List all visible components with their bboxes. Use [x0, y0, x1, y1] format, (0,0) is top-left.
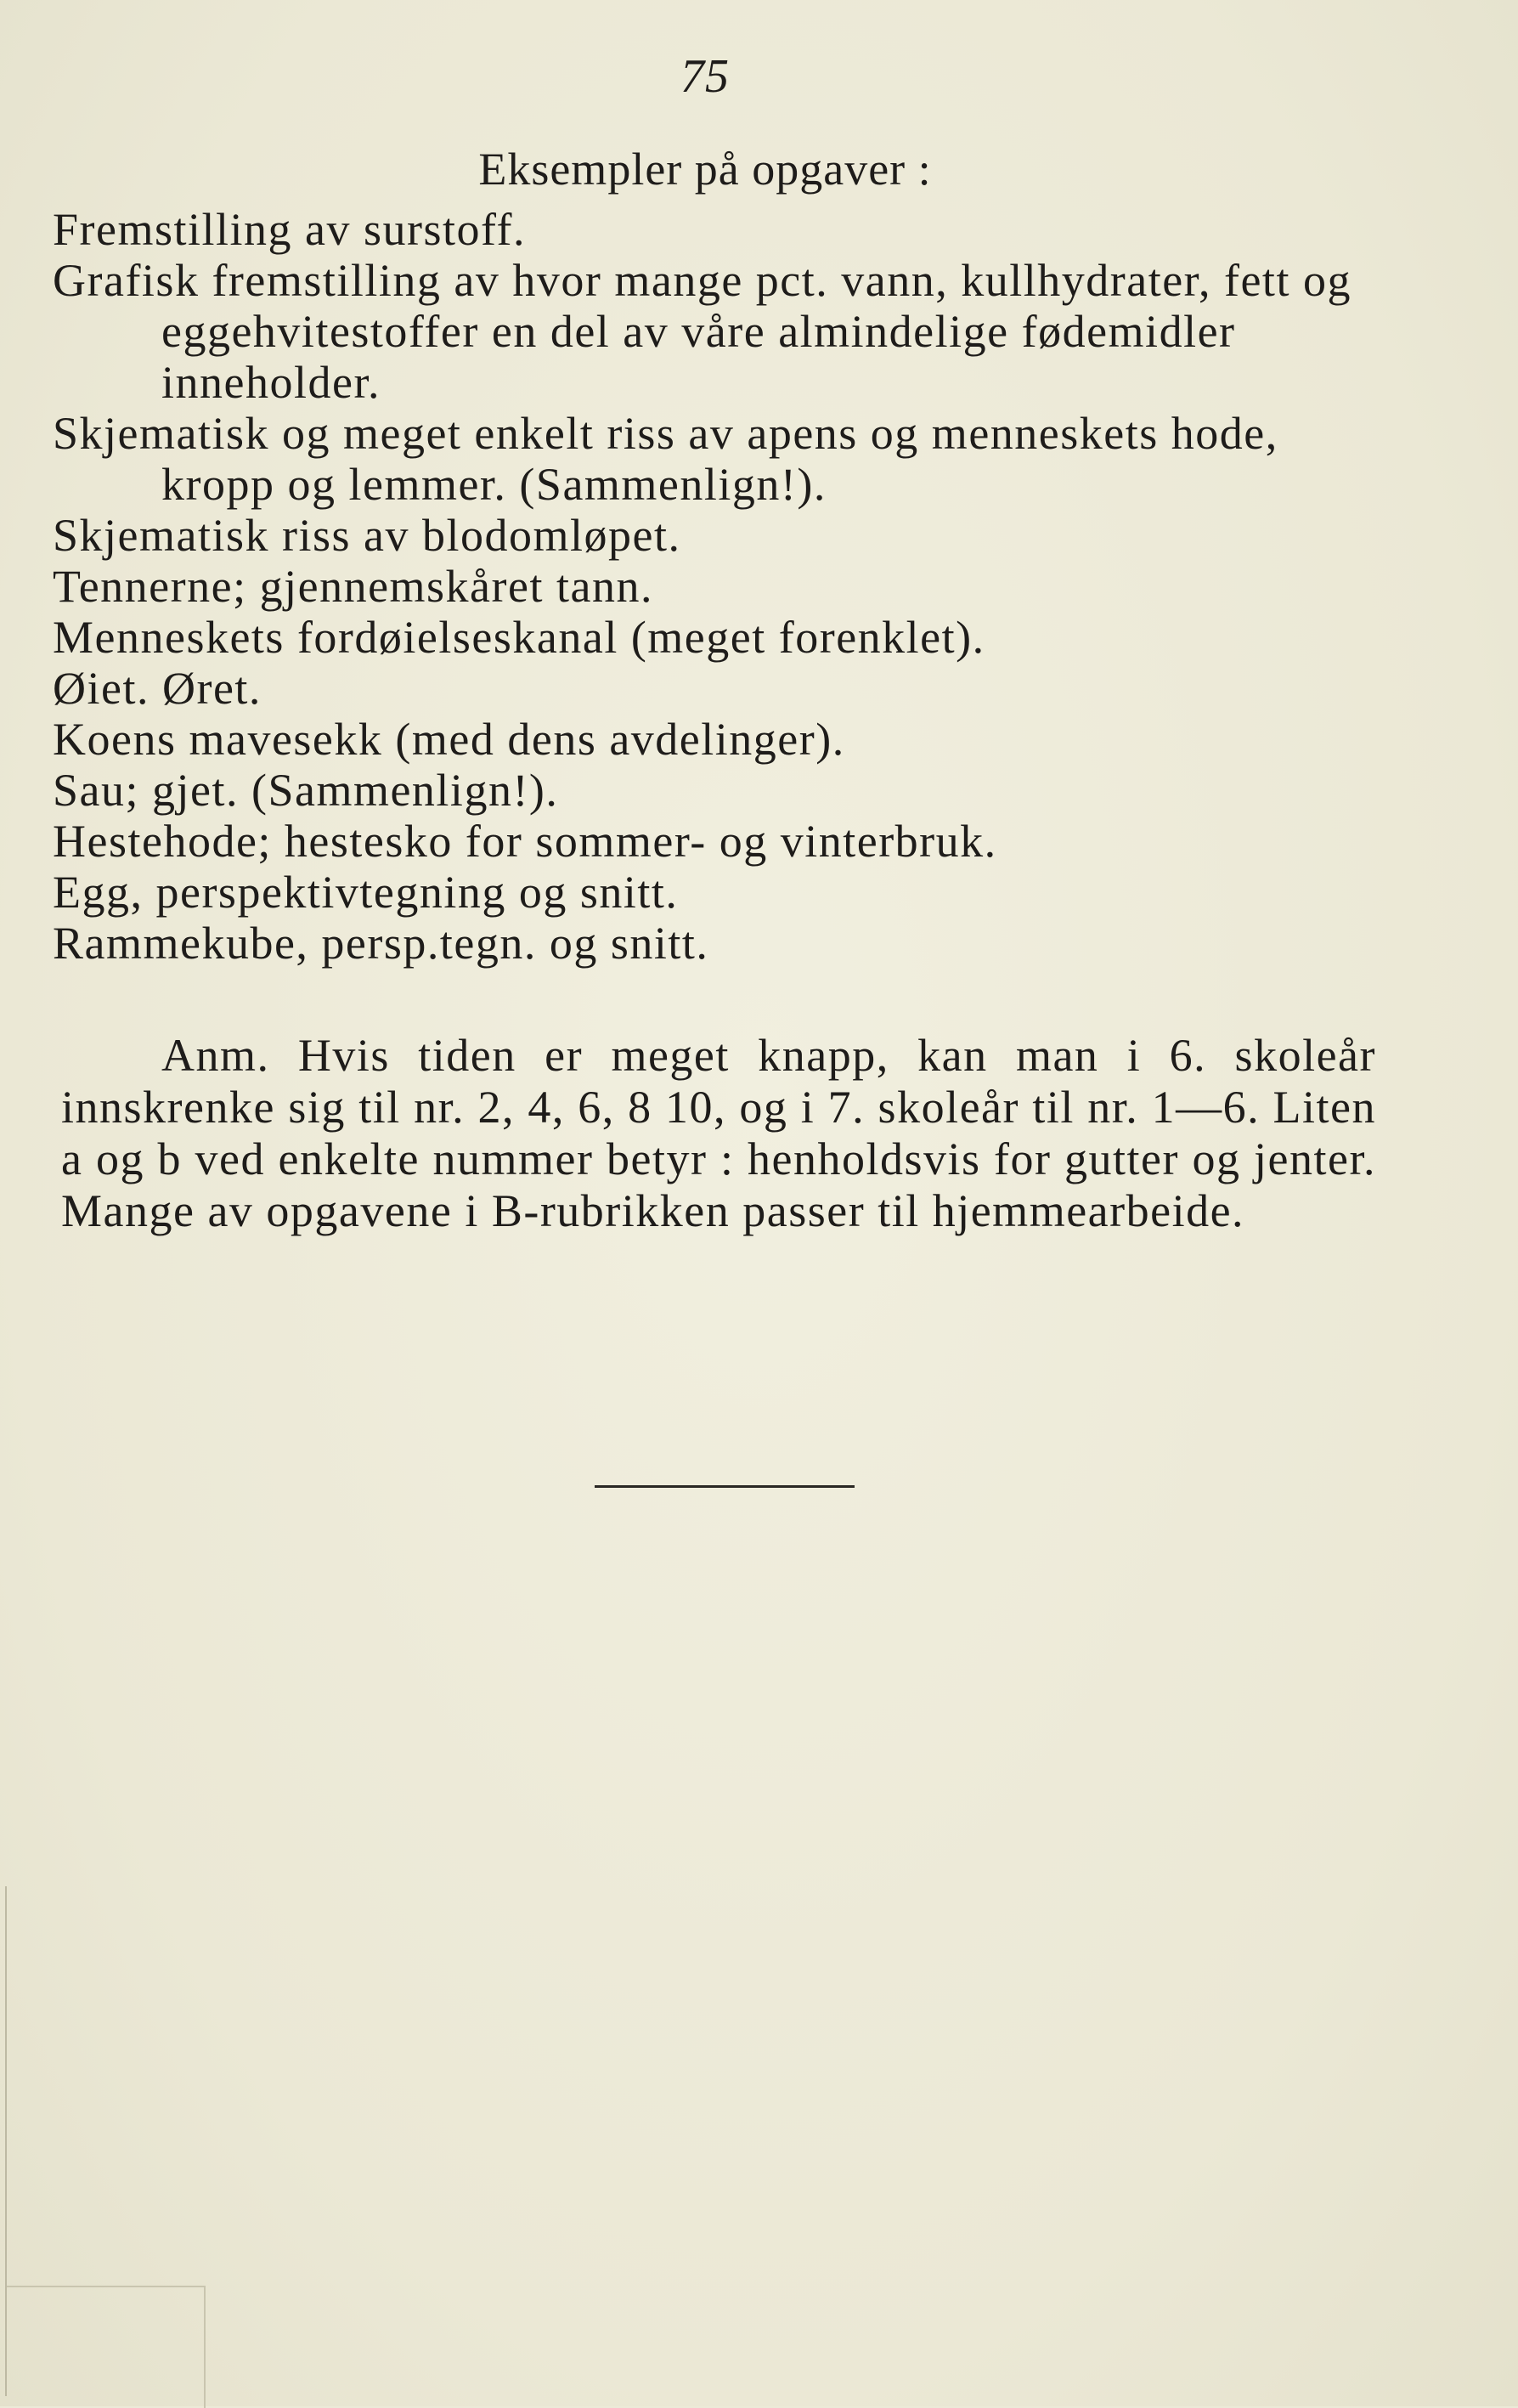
section-divider: [595, 1485, 855, 1488]
example-item: Skjematisk riss av blodomløpet.: [53, 510, 681, 561]
example-item: Koens mavesekk (med dens avdelinger).: [53, 714, 845, 765]
example-item: Grafisk fremstilling av hvor mange pct. vann, kullhydrater, fett og eggehvitestoffer en del av våre almindelige fødemidler inneholder.: [53, 255, 1352, 408]
example-item: Øiet. Øret.: [53, 663, 262, 714]
example-list: [53, 204, 1395, 969]
example-item: Egg, perspektivtegning og snitt.: [53, 867, 679, 918]
example-item: Hestehode; hestesko for sommer- og vinterbruk.: [53, 816, 997, 867]
page-number: 75: [680, 50, 730, 103]
section-heading: Eksempler på opgaver :: [478, 144, 932, 195]
example-item: Fremstilling av surstoff.: [53, 204, 526, 255]
example-item: Sau; gjet. (Sammenlign!).: [53, 765, 559, 816]
example-item: Menneskets fordøielseskanal (meget forenklet).: [53, 612, 985, 663]
remark-paragraph: Anm. Hvis tiden er meget knapp, kan man i 6. skoleår innskrenke sig til nr. 2, 4, 6, 8 10, og i 7. skoleår til nr. 1—6. Liten a og b ved enkelte nummer betyr : henholdsvis for gutter og jenter. Mange av opgavene i B-rubrikken passer til hjemmearbeide.: [61, 1030, 1376, 1236]
example-item: Tennerne; gjennemskåret tann.: [53, 561, 653, 612]
scan-corner-mark: [7, 2286, 206, 2408]
example-item: Rammekube, persp.tegn. og snitt.: [53, 918, 709, 969]
example-item: Skjematisk og meget enkelt riss av apens og menneskets hode, kropp og lemmer. (Sammenlign!).: [53, 408, 1278, 510]
